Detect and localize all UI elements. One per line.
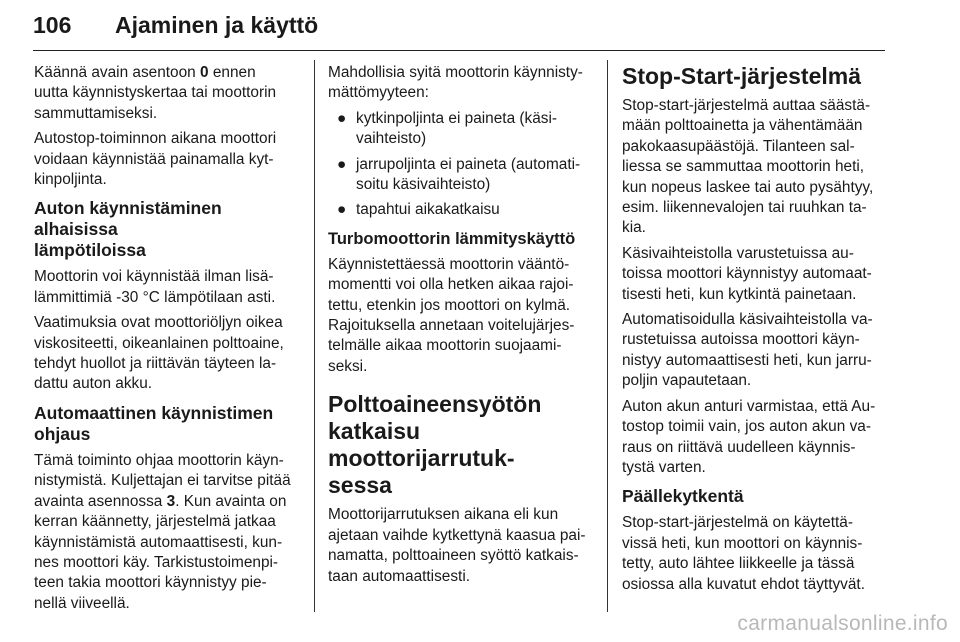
page-number: 106: [33, 12, 72, 38]
paragraph-low-temp-2: Vaatimuksia ovat moottoriöljyn oikea viskositeetti, oikeanlainen polttoaine, tehdyt huollot ja riittävän täyteen la- dattu auton akku.: [34, 314, 284, 393]
paragraph-low-temp-1: Moottorin voi käynnistää ilman lisä- lämmittimiä -30 °C lämpötilaan asti.: [34, 268, 276, 306]
list-item: ● jarrupoljinta ei paineta (automati- soitu käsivaihteisto): [337, 155, 581, 194]
heading-activation: Päällekytkentä: [622, 486, 744, 507]
page-title: Ajaminen ja käyttö: [115, 12, 319, 38]
key-position-3: 3: [166, 492, 176, 510]
paragraph-stop-start-2: Käsivaihteistolla varustetuissa au- toissa moottori käynnistyy automaat- tisesti heti, kun kytkintä painetaan.: [622, 244, 872, 303]
bullet-icon: ●: [337, 155, 347, 173]
paragraph-automatic-starter: Tämä toiminto ohjaa moottorin käyn- nistymistä. Kuljettajan ei tarvitse pitää avainta asennossa 3. Kun avainta on kerran käännetty, järjestelmä jatkaa käynnistämistä automaattisesti, kun- nes moottori käy. Tarkistustoimenpi- teen takia moottori käynnistyy pie- nellä viiveellä.: [34, 451, 291, 612]
paragraph-stop-start-1: Stop-start-järjestelmä auttaa säästä- mään polttoainetta ja vähentämään pakokaasupäästöjä. Tilanteen sal- liessa se sammuttaa moottorin heti, kun nopeus laskee tai auto pysähtyy, esim. liikennevalojen tai ruuhkan ta- kia.: [622, 97, 874, 237]
paragraph-autostop: Autostop-toiminnon aikana moottori voidaan käynnistää painamalla kyt- kinpoljinta.: [34, 130, 277, 189]
paragraph-failure-reasons: Mahdollisia syitä moottorin käynnisty- mättömyyteen:: [328, 64, 583, 102]
column-3: [622, 63, 890, 600]
paragraph-activation: Stop-start-järjestelmä on käytettä- vissä heti, kun moottori on käynnis- tetty, auto lähtee liikkeelle ja tässä osiossa alla kuvatut ehdot täyttyvät.: [622, 514, 865, 593]
failure-reasons-list: [328, 109, 596, 221]
heading-automatic-starter: Automaattinen käynnistimen ohjaus: [34, 402, 274, 444]
heading-fuel-cutoff: Polttoaineensyötön katkaisu moottorijarrutuk- sessa: [328, 391, 542, 499]
bullet-icon: ●: [337, 109, 347, 127]
list-item: ● kytkinpoljinta ei paineta (käsi- vaihteisto): [337, 109, 558, 148]
list-item: ● tapahtui aikakatkaisu: [328, 200, 596, 220]
heading-low-temperature-start: Auton käynnistäminen alhaisissa lämpötiloissa: [34, 198, 222, 261]
header-rule: [33, 50, 885, 51]
page-header: [33, 12, 885, 52]
paragraph-stop-start-3: Automatisoidulla käsivaihteistolla va- rustetuissa autoissa moottori käyn- nistyy automaattisesti heti, kun jarru- poljin vapautetaan.: [622, 311, 873, 390]
paragraph-stop-start-4: Auton akun anturi varmistaa, että Au- tostop toimii vain, jos auton akun va- raus on riittävä uudelleen käynnis- tystä varten.: [622, 397, 876, 476]
key-position-0: 0: [200, 64, 209, 81]
bullet-icon: ●: [337, 201, 347, 219]
watermark: carmanualsonline.info: [737, 612, 948, 635]
column-1: [34, 63, 304, 619]
column-divider-2: [607, 60, 608, 612]
heading-turbo-warmup: Turbomoottorin lämmityskäyttö: [328, 229, 576, 248]
paragraph-fuel-cutoff: Moottorijarrutuksen aikana eli kun ajetaan vaihde kytkettynä kaasua pai- namatta, polttoaineen syöttö katkais- taan automaattisesti.: [328, 506, 586, 585]
paragraph-turbo-warmup: Käynnistettäessä moottorin vääntö- momentti voi olla hetken aikaa rajoi- tettu, etenkin jos moottori on kylmä. Rajoituksella annetaan voitelujärjes- telmälle aikaa moottorin suojaami- seksi.: [328, 255, 575, 375]
heading-stop-start: Stop-Start-järjestelmä: [622, 63, 862, 89]
column-2: [328, 63, 596, 592]
paragraph-key-position: Käännä avain asentoon 0 ennen uutta käynnistyskertaa tai moottorin sammuttamiseksi.: [34, 64, 277, 122]
column-divider-1: [314, 60, 315, 612]
